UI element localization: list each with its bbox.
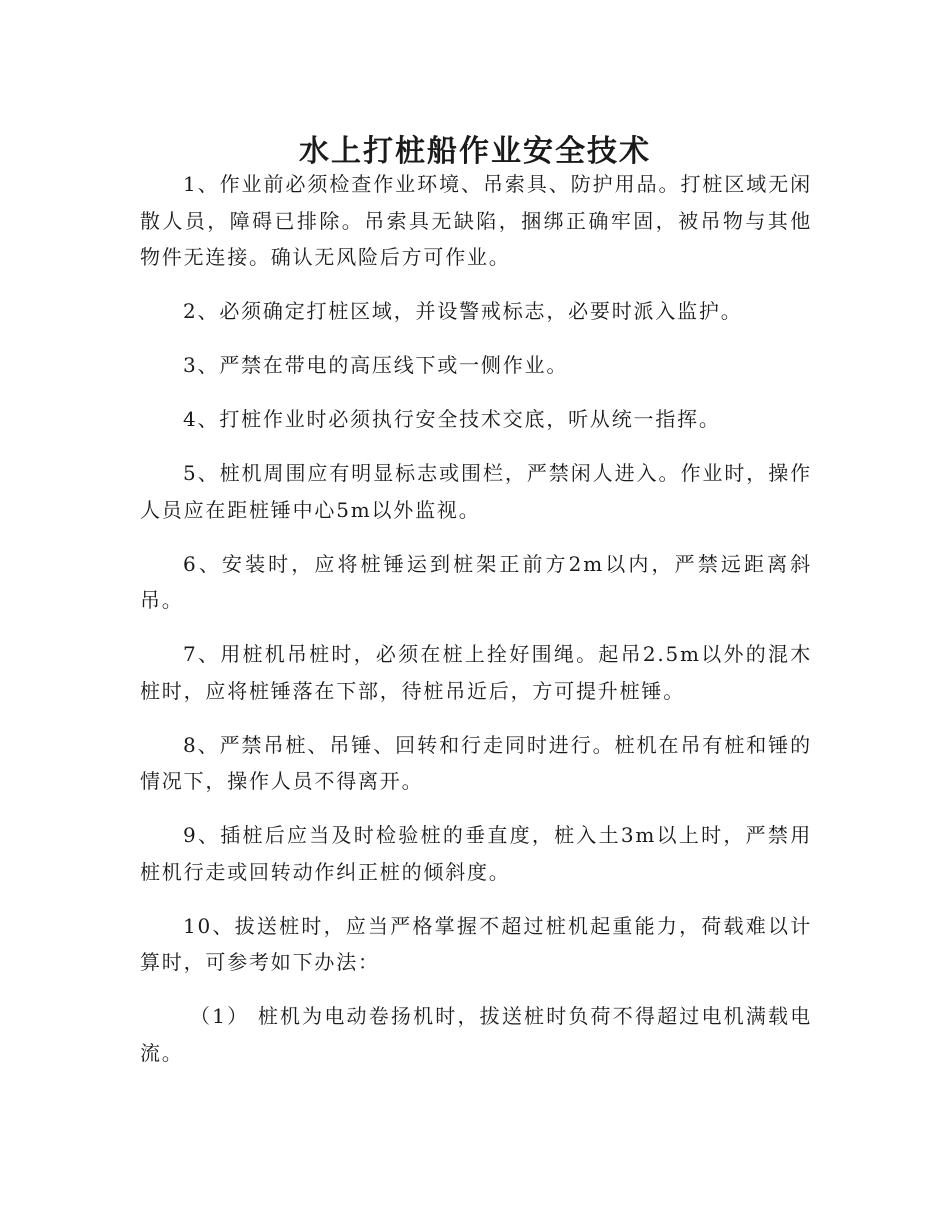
document-title: 水上打桩船作业安全技术 xyxy=(299,134,651,170)
document-body xyxy=(140,166,812,1089)
paragraph-7: 7、用桩机吊桩时，必须在桩上拴好围绳。起吊2.5m以外的混木桩时，应将桩锤落在下部，待桩吊近后，方可提升桩锤。 xyxy=(140,642,812,703)
paragraph-5: 5、桩机周围应有明显标志或围栏，严禁闲人进入。作业时，操作人员应在距桩锤中心5m以外监视。 xyxy=(140,461,812,522)
paragraph-10: 10、拔送桩时，应当严格掌握不超过桩机起重能力，荷载难以计算时，可参考如下办法： xyxy=(140,913,812,974)
paragraph-8: 8、严禁吊桩、吊锤、回转和行走同时进行。桩机在吊有桩和锤的情况下，操作人员不得离开。 xyxy=(140,732,812,793)
paragraph-2: 2、必须确定打桩区域，并设警戒标志，必要时派入监护。 xyxy=(183,299,743,323)
paragraph-9: 9、插桩后应当及时检验桩的垂直度，桩入土3m以上时，严禁用桩机行走或回转动作纠正桩的倾斜度。 xyxy=(140,823,812,884)
paragraph-10-item-1: （1） 桩机为电动卷扬机时，拔送桩时负荷不得超过电机满载电流。 xyxy=(140,1004,812,1065)
paragraph-3: 3、严禁在带电的高压线下或一侧作业。 xyxy=(183,353,569,377)
paragraph-4: 4、打桩作业时必须执行安全技术交底，听从统一指挥。 xyxy=(183,407,721,431)
paragraph-6: 6、安装时，应将桩锤运到桩架正前方2m以内，严禁远距离斜吊。 xyxy=(140,551,812,612)
paragraph-1: 1、作业前必须检查作业环境、吊索具、防护用品。打桩区域无闲散人员，障碍已排除。吊索具无缺陷，捆绑正确牢固，被吊物与其他物件无连接。确认无风险后方可作业。 xyxy=(140,172,812,269)
